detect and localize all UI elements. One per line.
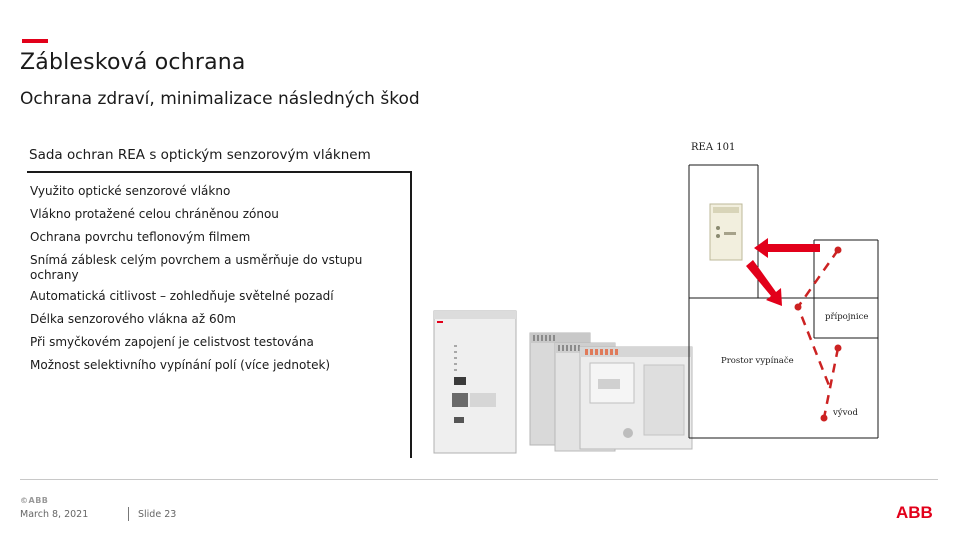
abb-logo-text: ABB: [896, 503, 933, 521]
page-title: Záblesková ochrana: [20, 50, 246, 75]
arrow-to-rea: [754, 238, 820, 258]
bullet-item: Možnost selektivního vypínání polí (více jednotek): [30, 358, 331, 372]
content-box-title: Sada ochran REA s optickým senzorovým vláknem: [29, 147, 371, 163]
fiber-end-dot: [821, 415, 828, 422]
device-unit-front-right: [580, 347, 692, 449]
content-box-underline: [27, 171, 412, 173]
abb-logo: [896, 503, 940, 521]
footer-slide-number: Slide 23: [138, 509, 177, 520]
bullet-list: [30, 184, 400, 381]
page-subtitle: Ochrana zdraví, minimalizace následných škod: [20, 89, 420, 109]
rea-unit-icon: [710, 204, 742, 260]
footer-separator: [128, 507, 129, 521]
label-busbar: přípojnice: [825, 312, 869, 322]
bullet-item: Při smyčkovém zapojení je celistvost testována: [30, 335, 314, 349]
arrow-to-switch-room: [746, 260, 782, 306]
content-box-divider: [410, 171, 412, 458]
rea-devices-image: [430, 305, 695, 457]
sensor-fiber-dashed: [798, 250, 838, 418]
fiber-end-dot: [835, 345, 842, 352]
bullet-item: Využito optické senzorové vlákno: [30, 184, 231, 198]
bullet-item: Délka senzorového vlákna až 60m: [30, 312, 236, 326]
bullet-item: Ochrana povrchu teflonovým filmem: [30, 230, 251, 244]
title-accent-bar: [22, 39, 48, 43]
device-unit-front-tall: [434, 311, 516, 453]
bullet-item: Snímá záblesk celým povrchem a usměrňuje do vstupu ochrany: [30, 253, 363, 282]
device-label-rea101: REA 101: [691, 142, 736, 153]
footer-divider: [20, 479, 938, 480]
bullet-item: Vlákno protažené celou chráněnou zónou: [30, 207, 279, 221]
fiber-end-dot: [835, 247, 842, 254]
fiber-end-dot: [795, 304, 802, 311]
red-arrows: [746, 238, 820, 306]
label-outlet: vývod: [833, 408, 858, 418]
footer-date: March 8, 2021: [20, 509, 89, 520]
switchgear-diagram: [680, 140, 880, 440]
footer-copyright: ©ABB: [20, 496, 49, 505]
label-switch-room: Prostor vypínače: [721, 356, 794, 366]
bullet-item: Automatická citlivost – zohledňuje světelné pozadí: [30, 289, 334, 303]
